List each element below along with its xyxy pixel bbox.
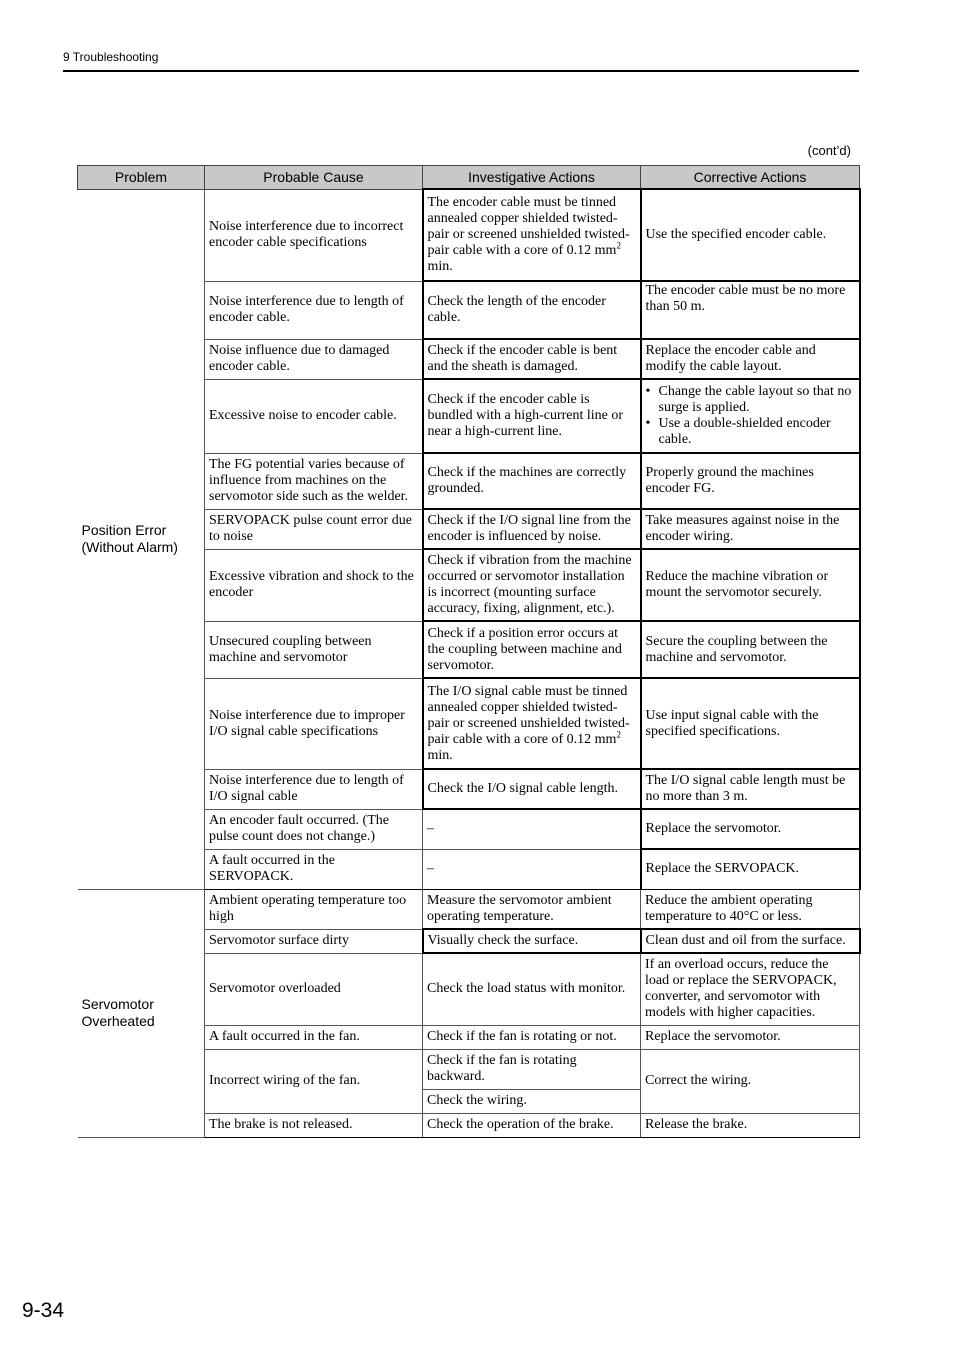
header-rule <box>63 70 859 72</box>
cause-cell: SERVOPACK pulse count error due to noise <box>205 509 423 549</box>
corrective-cell: Use the specified encoder cable. <box>641 189 860 281</box>
corrective-cell: Replace the servomotor. <box>641 809 860 849</box>
cause-cell: Incorrect wiring of the fan. <box>205 1049 423 1113</box>
investigative-cell: Check the operation of the brake. <box>423 1113 641 1137</box>
cause-cell: Servomotor overloaded <box>205 953 423 1025</box>
corrective-cell: Replace the SERVOPACK. <box>641 849 860 889</box>
cause-cell: Noise interference due to incorrect encoder cable specifications <box>205 189 423 281</box>
corrective-cell: The encoder cable must be no more than 50 m. <box>641 281 860 339</box>
investigative-cell: The I/O signal cable must be tinned annealed copper shielded twisted-pair or screened unshielded twisted-pair cable with a core of 0.12 $mm^2$ min. <box>423 678 641 769</box>
investigative-cell: Check if the fan is rotating or not. <box>423 1025 641 1049</box>
column-header-investigative: Investigative Actions <box>423 166 641 190</box>
investigative-cell: Measure the servomotor ambient operating temperature. <box>423 889 641 929</box>
cause-cell: Noise interference due to length of encoder cable. <box>205 281 423 339</box>
cause-cell: Noise interference due to improper I/O signal cable specifications <box>205 678 423 769</box>
table-header-row <box>78 166 860 190</box>
cause-cell: Excessive vibration and shock to the encoder <box>205 549 423 621</box>
cause-cell: Servomotor surface dirty <box>205 929 423 953</box>
corrective-cell: Secure the coupling between the machine and servomotor. <box>641 621 860 678</box>
corrective-cell: Use input signal cable with the specified specifications. <box>641 678 860 769</box>
corrective-cell: Reduce the ambient operating temperature to 40°C or less. <box>641 889 860 929</box>
cause-cell: A fault occurred in the SERVOPACK. <box>205 849 423 889</box>
investigative-cell: The encoder cable must be tinned annealed copper shielded twisted-pair or screened unshielded twisted-pair cable with a core of 0.12 $mm^2$ min. <box>423 189 641 281</box>
corrective-cell <box>641 379 860 453</box>
investigative-cell: Check if the encoder cable is bent and the sheath is damaged. <box>423 339 641 379</box>
running-header: 9 Troubleshooting <box>63 50 159 64</box>
corrective-cell: The I/O signal cable length must be no more than 3 m. <box>641 769 860 809</box>
column-header-corrective: Corrective Actions <box>641 166 860 190</box>
cause-cell: A fault occurred in the fan. <box>205 1025 423 1049</box>
corrective-cell: If an overload occurs, reduce the load or replace the SERVOPACK, converter, and servomotor with models with higher capacities. <box>641 953 860 1025</box>
table-row <box>78 189 860 281</box>
investigative-cell: Check if the encoder cable is bundled with a high-current line or near a high-current line. <box>423 379 641 453</box>
troubleshooting-table <box>77 165 861 1138</box>
cause-cell: Ambient operating temperature too high <box>205 889 423 929</box>
investigative-cell: Check if the fan is rotating backward. <box>423 1049 641 1089</box>
cause-cell: The brake is not released. <box>205 1113 423 1137</box>
column-header-problem: Problem <box>78 166 205 190</box>
investigative-cell: Check if vibration from the machine occurred or servomotor installation is incorrect (mounting surface accuracy, fixing, alignment, etc.). <box>423 549 641 621</box>
investigative-cell: Check the length of the encoder cable. <box>423 281 641 339</box>
corrective-cell: Reduce the machine vibration or mount the servomotor securely. <box>641 549 860 621</box>
page-number: 9-34 <box>22 1299 65 1322</box>
corrective-cell: Replace the encoder cable and modify the cable layout. <box>641 339 860 379</box>
cause-cell: The FG potential varies because of influence from machines on the servomotor side such as the welder. <box>205 453 423 509</box>
investigative-cell: Check if the I/O signal line from the encoder is influenced by noise. <box>423 509 641 549</box>
corrective-cell: Replace the servomotor. <box>641 1025 860 1049</box>
investigative-cell: Check the load status with monitor. <box>423 953 641 1025</box>
corrective-cell: Take measures against noise in the encoder wiring. <box>641 509 860 549</box>
problem-cell: Position Error (Without Alarm) <box>78 189 205 889</box>
cause-cell: Noise interference due to length of I/O signal cable <box>205 769 423 809</box>
investigative-cell: – <box>423 849 641 889</box>
corrective-cell: Release the brake. <box>641 1113 860 1137</box>
problem-cell: Servomotor Overheated <box>78 889 205 1137</box>
cause-cell: Unsecured coupling between machine and servomotor <box>205 621 423 678</box>
corrective-cell: Correct the wiring. <box>641 1049 860 1113</box>
bullet-item: • Use a double-shielded encoder cable. <box>645 416 831 447</box>
continued-label: (cont’d) <box>807 143 851 158</box>
cause-cell: Noise influence due to damaged encoder cable. <box>205 339 423 379</box>
cause-cell: An encoder fault occurred. (The pulse count does not change.) <box>205 809 423 849</box>
cause-cell: Excessive noise to encoder cable. <box>205 379 423 453</box>
investigative-cell: Check if a position error occurs at the coupling between machine and servomotor. <box>423 621 641 678</box>
bullet-item: • Change the cable layout so that no surge is applied. <box>645 384 852 415</box>
table-row <box>78 889 860 929</box>
corrective-cell: Clean dust and oil from the surface. <box>641 929 860 953</box>
investigative-cell: Check if the machines are correctly grounded. <box>423 453 641 509</box>
investigative-cell: Visually check the surface. <box>423 929 641 953</box>
investigative-cell: Check the I/O signal cable length. <box>423 769 641 809</box>
corrective-cell: Properly ground the machines encoder FG. <box>641 453 860 509</box>
investigative-cell: Check the wiring. <box>423 1089 641 1113</box>
investigative-cell: – <box>423 809 641 849</box>
column-header-cause: Probable Cause <box>205 166 423 190</box>
